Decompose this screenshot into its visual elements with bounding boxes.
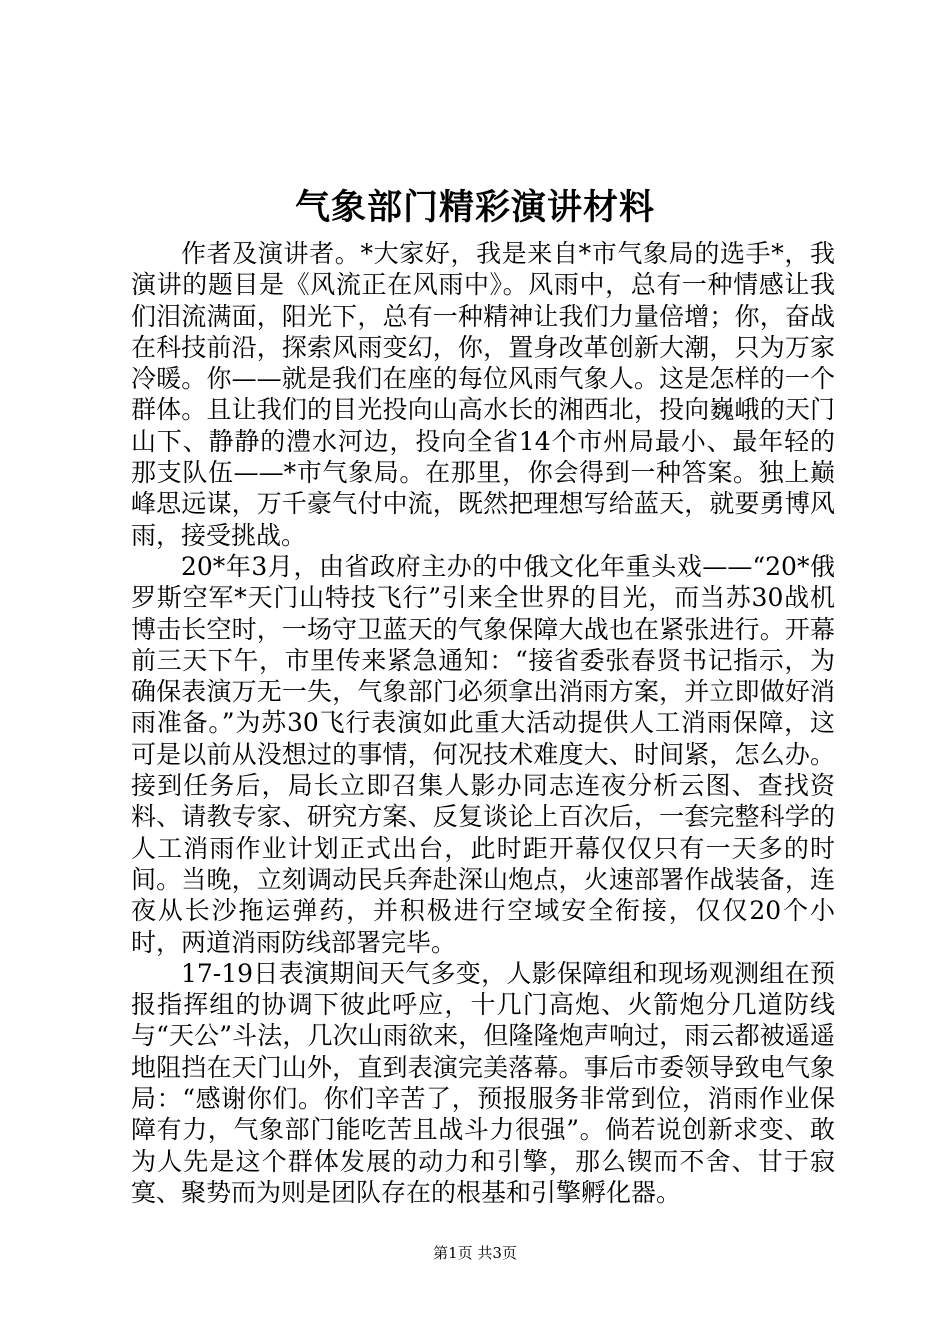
paragraph-3: 17-19日表演期间天气多变，人影保障组和现场观测组在预报指挥组的协调下彼此呼应，十几门高炮、火箭炮分几道防线与“天公”斗法，几次山雨欲来，但隆隆炮声响过，雨云都被遥遥地阻挡在天门山外，直到表演完美落幕。事后市委领导致电气象局：“感谢你们。你们辛苦了，预报服务非常到位，消雨作业保障有力，气象部门能吃苦且战斗力很强”。倘若说创新求变、敢为人先是这个群体发展的动力和引擎，那么锲而不舍、甘于寂寞、聚势而为则是团队存在的根基和引擎孵化器。 <box>131 958 835 1207</box>
document-title: 气象部门精彩演讲材料 <box>294 187 655 228</box>
document-body <box>131 238 835 1208</box>
paragraph-1: 作者及演讲者。*大家好，我是来自*市气象局的选手*，我演讲的题目是《风流正在风雨中》。风雨中，总有一种情感让我们泪流满面，阳光下，总有一种精神让我们力量倍增；你，奋战在科技前沿，探索风雨变幻，你，置身改革创新大潮，只为万家冷暖。你——就是我们在座的每位风雨气象人。这是怎样的一个群体。且让我们的目光投向山高水长的湘西北，投向巍峨的天门山下、静静的澧水河边，投向全省14个市州局最小、最年轻的那支队伍——*市气象局。在那里，你会得到一种答案。独上巅峰思远谋，万千豪气付中流，既然把理想写给蓝天，就要勇博风雨，接受挑战。 <box>131 239 835 550</box>
paragraph-2: 20*年3月，由省政府主办的中俄文化年重头戏——“20*俄罗斯空军*天门山特技飞行”引来全世界的目光，而当苏30战机博击长空时，一场守卫蓝天的气象保障大战也在紧张进行。开幕前三天下午，市里传来紧急通知：“接省委张春贤书记指示，为确保表演万无一失，气象部门必须拿出消雨方案，并立即做好消雨准备。”为苏30飞行表演如此重大活动提供人工消雨保障，这可是以前从没想过的事情，何况技术难度大、时间紧，怎么办。接到任务后，局长立即召集人影办同志连夜分析云图、查找资料、请教专家、研究方案、反复谈论上百次后，一套完整科学的人工消雨作业计划正式出台，此时距开幕仅仅只有一天多的时间。当晚，立刻调动民兵奔赴深山炮点，火速部署作战装备，连夜从长沙拖运弹药，并积极进行空域安全衔接，仅仅20个小时，两道消雨防线部署完毕。 <box>131 551 835 957</box>
page-number-footer: 第1页 共3页 <box>433 1244 517 1262</box>
